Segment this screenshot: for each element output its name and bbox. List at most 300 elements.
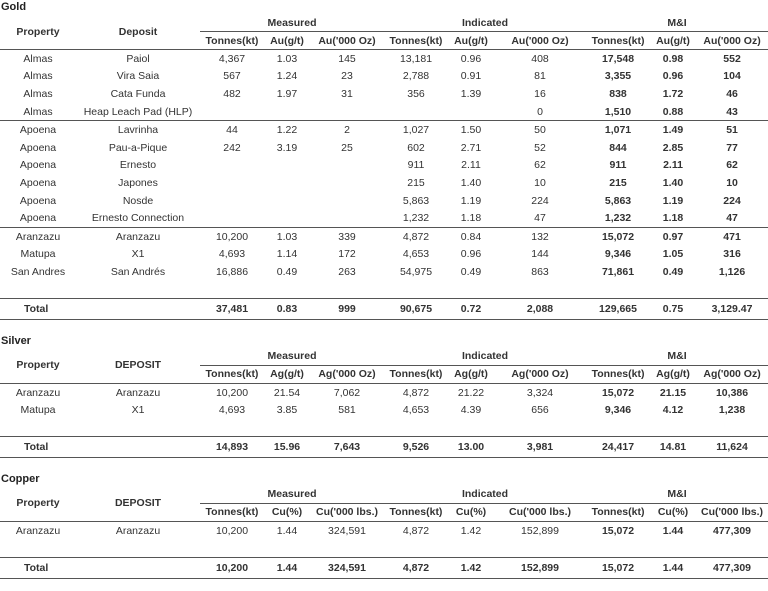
- table-row: [0, 227, 768, 245]
- column-header: Ag(g/t): [264, 365, 310, 383]
- value-cell: 145: [338, 52, 356, 65]
- property-cell: Apoena: [0, 209, 76, 227]
- total-value: [76, 557, 200, 578]
- column-header: Au('000 Oz): [696, 32, 768, 50]
- value-cell: 581: [338, 404, 356, 417]
- value-cell: 4.12: [662, 404, 684, 417]
- value-cell: 3.85: [276, 404, 298, 417]
- value-cell: 602: [407, 141, 425, 154]
- property-cell: Almas: [23, 52, 53, 65]
- total-value: 1.42: [448, 557, 494, 578]
- total-label: Total: [0, 298, 76, 319]
- value-cell: 408: [531, 52, 549, 65]
- deposit-cell: Nosde: [122, 194, 154, 207]
- value-cell: 0.97: [662, 230, 684, 243]
- deposit-cell: Heap Leach Pad (HLP): [76, 103, 200, 121]
- total-value: 324,591: [310, 557, 384, 578]
- value-cell: 1,071: [604, 124, 632, 137]
- value-cell: 4,872: [402, 230, 430, 243]
- value-cell: 1.14: [276, 248, 298, 261]
- table-row: [0, 401, 768, 419]
- total-value: 477,309: [696, 557, 768, 578]
- value-cell: 4,367: [218, 52, 246, 65]
- table-row: [0, 246, 768, 264]
- column-header: Tonnes(kt): [200, 32, 264, 50]
- empty-cell: [0, 540, 76, 558]
- deposit-cell: Japones: [118, 176, 158, 189]
- value-cell: 0.49: [276, 265, 298, 278]
- value-cell: [200, 209, 264, 227]
- value-cell: [200, 157, 264, 175]
- total-value: 4,872: [384, 557, 448, 578]
- value-cell: [264, 209, 310, 227]
- value-cell: 0.88: [650, 103, 696, 121]
- value-cell: 1.40: [460, 176, 482, 189]
- empty-cell: [0, 419, 76, 437]
- value-cell: 21.15: [659, 386, 687, 399]
- total-value: 0.75: [650, 298, 696, 319]
- property-cell: Aranzazu: [15, 386, 61, 399]
- empty-cell: [200, 419, 264, 437]
- value-cell: [310, 209, 384, 227]
- value-cell: 9,346: [604, 404, 632, 417]
- value-cell: 71,861: [601, 265, 635, 278]
- empty-cell: [586, 540, 650, 558]
- value-cell: 477,309: [713, 524, 752, 537]
- header-property: Property: [0, 348, 76, 384]
- value-cell: 50: [534, 124, 546, 137]
- value-cell: 2: [344, 124, 350, 137]
- header-deposit: DEPOSIT: [76, 486, 200, 522]
- value-cell: 552: [723, 52, 741, 65]
- value-cell: 1.19: [662, 194, 684, 207]
- value-cell: 15,072: [601, 386, 635, 399]
- value-cell: 1.18: [650, 209, 696, 227]
- deposit-cell: Ernesto Connection: [76, 209, 200, 227]
- empty-cell: [0, 281, 76, 299]
- total-label: Total: [0, 557, 76, 578]
- value-cell: 0.91: [460, 70, 482, 83]
- value-cell: 2,788: [402, 70, 430, 83]
- value-cell: [384, 103, 448, 121]
- value-cell: 656: [531, 404, 549, 417]
- value-cell: [264, 192, 310, 210]
- empty-cell: [264, 540, 310, 558]
- empty-cell: [650, 540, 696, 558]
- value-cell: 10,200: [215, 230, 249, 243]
- value-cell: 3.19: [276, 141, 298, 154]
- section-title-copper: Copper: [1, 472, 40, 485]
- column-header: Ag('000 Oz): [696, 365, 768, 383]
- deposit-cell: Ernesto: [119, 159, 157, 172]
- value-cell: 15,072: [601, 230, 635, 243]
- total-value: [76, 436, 200, 457]
- total-value: 152,899: [494, 557, 586, 578]
- total-value: 13.00: [448, 436, 494, 457]
- empty-cell: [696, 419, 768, 437]
- column-header: Au('000 Oz): [494, 32, 586, 50]
- empty-cell: [384, 540, 448, 558]
- deposit-cell: X1: [131, 248, 145, 261]
- value-cell: 10,200: [215, 386, 249, 399]
- value-cell: 47: [696, 209, 768, 227]
- value-cell: 863: [531, 265, 549, 278]
- value-cell: 0.96: [662, 70, 684, 83]
- header-deposit: Deposit: [76, 14, 200, 50]
- value-cell: 44: [226, 124, 238, 137]
- value-cell: [200, 174, 264, 192]
- value-cell: 215: [609, 176, 627, 189]
- total-label: Total: [0, 436, 76, 457]
- header-indicated: Indicated: [384, 14, 586, 32]
- empty-cell: [650, 281, 696, 299]
- value-cell: 838: [609, 87, 627, 100]
- value-cell: 13,181: [399, 52, 433, 65]
- total-value: 7,643: [310, 436, 384, 457]
- deposit-cell: Vira Saia: [116, 70, 160, 83]
- total-value: 1.44: [650, 557, 696, 578]
- property-cell: San Andres: [10, 265, 66, 278]
- header-measured: Measured: [200, 14, 384, 32]
- value-cell: 844: [609, 141, 627, 154]
- property-cell: Apoena: [19, 159, 57, 172]
- property-cell: Apoena: [19, 124, 57, 137]
- value-cell: 25: [341, 141, 353, 154]
- value-cell: [264, 157, 310, 175]
- property-cell: Aranzazu: [15, 524, 61, 537]
- value-cell: 215: [407, 176, 425, 189]
- value-cell: 77: [726, 141, 738, 154]
- empty-cell: [448, 419, 494, 437]
- value-cell: 2.11: [663, 159, 683, 172]
- value-cell: 2.11: [461, 159, 481, 172]
- value-cell: 471: [723, 230, 741, 243]
- value-cell: 0.96: [460, 52, 482, 65]
- deposit-cell: Pau-a-Pique: [108, 141, 168, 154]
- copper-table: [0, 486, 768, 579]
- value-cell: 316: [723, 248, 741, 261]
- value-cell: 17,548: [601, 52, 635, 65]
- deposit-cell: Aranzazu: [115, 230, 161, 243]
- column-header: Tonnes(kt): [384, 32, 448, 50]
- value-cell: 43: [696, 103, 768, 121]
- table-row: [0, 139, 768, 157]
- total-value: 11,624: [696, 436, 768, 457]
- value-cell: [310, 103, 384, 121]
- value-cell: 5,863: [402, 194, 430, 207]
- value-cell: 132: [531, 230, 549, 243]
- value-cell: 4.39: [460, 404, 482, 417]
- value-cell: 1.44: [662, 524, 684, 537]
- value-cell: 5,863: [604, 194, 632, 207]
- table-row: [0, 174, 768, 192]
- column-header: Tonnes(kt): [586, 503, 650, 521]
- value-cell: 10: [726, 176, 738, 189]
- value-cell: 62: [534, 159, 546, 172]
- value-cell: 911: [609, 159, 627, 172]
- value-cell: 1.22: [276, 124, 298, 137]
- table-row: [0, 103, 768, 121]
- value-cell: 4,653: [402, 404, 430, 417]
- value-cell: 1,126: [718, 265, 746, 278]
- value-cell: [310, 174, 384, 192]
- value-cell: 1.50: [460, 124, 482, 137]
- value-cell: 1.44: [276, 524, 298, 537]
- empty-cell: [264, 281, 310, 299]
- column-header: Cu('000 lbs.): [310, 503, 384, 521]
- column-header: Ag('000 Oz): [494, 365, 586, 383]
- column-header: Au(g/t): [650, 32, 696, 50]
- value-cell: 1,510: [586, 103, 650, 121]
- value-cell: 482: [223, 87, 241, 100]
- value-cell: 1.05: [662, 248, 684, 261]
- empty-cell: [494, 540, 586, 558]
- column-header: Tonnes(kt): [200, 365, 264, 383]
- property-cell: Matupa: [20, 248, 56, 261]
- table-row: [0, 521, 768, 539]
- value-cell: 1.72: [662, 87, 684, 100]
- total-row: [0, 298, 768, 319]
- column-header: Au(g/t): [448, 32, 494, 50]
- value-cell: 1.42: [460, 524, 482, 537]
- value-cell: 10,386: [715, 386, 749, 399]
- table-row: [0, 263, 768, 281]
- section-title-gold: Gold: [1, 1, 27, 13]
- value-cell: [448, 103, 494, 121]
- deposit-cell: San Andrés: [110, 265, 166, 278]
- total-value: 9,526: [384, 436, 448, 457]
- value-cell: 46: [726, 87, 738, 100]
- header-measured: Measured: [200, 486, 384, 504]
- value-cell: 4,653: [402, 248, 430, 261]
- property-cell: Apoena: [19, 176, 57, 189]
- value-cell: 52: [534, 141, 546, 154]
- column-header: Ag(g/t): [650, 365, 696, 383]
- total-value: 0.72: [448, 298, 494, 319]
- table-row: [0, 157, 768, 175]
- total-value: 0.83: [264, 298, 310, 319]
- value-cell: 0.96: [460, 248, 482, 261]
- total-value: 3,129.47: [696, 298, 768, 319]
- empty-cell: [200, 540, 264, 558]
- value-cell: 4,693: [218, 248, 246, 261]
- property-cell: Almas: [23, 70, 53, 83]
- column-header: Tonnes(kt): [586, 365, 650, 383]
- value-cell: 1.24: [276, 70, 298, 83]
- total-value: 37,481: [200, 298, 264, 319]
- value-cell: 62: [726, 159, 738, 172]
- total-value: 2,088: [494, 298, 586, 319]
- value-cell: 3,355: [604, 70, 632, 83]
- value-cell: 9,346: [604, 248, 632, 261]
- total-value: 15.96: [264, 436, 310, 457]
- value-cell: 1.03: [276, 230, 298, 243]
- empty-cell: [310, 540, 384, 558]
- gold-table: [0, 14, 768, 320]
- table-row: [0, 192, 768, 210]
- header-m-and-i: M&I: [586, 348, 768, 366]
- deposit-cell: Paiol: [126, 52, 150, 65]
- value-cell: 104: [723, 70, 741, 83]
- value-cell: 152,899: [521, 524, 559, 537]
- total-value: 1.44: [264, 557, 310, 578]
- column-header: Tonnes(kt): [384, 365, 448, 383]
- value-cell: 172: [338, 248, 356, 261]
- spacer-row: [0, 419, 768, 437]
- empty-cell: [696, 540, 768, 558]
- property-cell: Apoena: [19, 194, 57, 207]
- empty-cell: [586, 281, 650, 299]
- value-cell: 1.03: [276, 52, 298, 65]
- value-cell: 0: [494, 103, 586, 121]
- value-cell: 242: [223, 141, 241, 154]
- value-cell: 1.49: [662, 124, 684, 137]
- empty-cell: [310, 281, 384, 299]
- value-cell: [264, 103, 310, 121]
- value-cell: 1.40: [662, 176, 684, 189]
- total-value: 14,893: [200, 436, 264, 457]
- value-cell: [264, 174, 310, 192]
- value-cell: 1,238: [718, 404, 746, 417]
- deposit-cell: Aranzazu: [115, 386, 161, 399]
- value-cell: [200, 103, 264, 121]
- value-cell: 356: [407, 87, 425, 100]
- table-row: [0, 50, 768, 68]
- table-row: [0, 121, 768, 139]
- column-header: Ag('000 Oz): [310, 365, 384, 383]
- value-cell: 15,072: [601, 524, 635, 537]
- empty-cell: [384, 281, 448, 299]
- total-value: 10,200: [200, 557, 264, 578]
- value-cell: 21.22: [457, 386, 485, 399]
- empty-cell: [76, 540, 200, 558]
- empty-cell: [448, 281, 494, 299]
- column-header: Tonnes(kt): [586, 32, 650, 50]
- header-measured: Measured: [200, 348, 384, 366]
- value-cell: 54,975: [399, 265, 433, 278]
- deposit-cell: Lavrinha: [117, 124, 159, 137]
- value-cell: 1,232: [586, 209, 650, 227]
- value-cell: 567: [223, 70, 241, 83]
- value-cell: 0.49: [460, 265, 482, 278]
- column-header: Au('000 Oz): [310, 32, 384, 50]
- column-header: Tonnes(kt): [384, 503, 448, 521]
- empty-cell: [494, 281, 586, 299]
- spacer-row: [0, 281, 768, 299]
- column-header: Cu('000 lbs.): [494, 503, 586, 521]
- column-header: Ag(g/t): [448, 365, 494, 383]
- column-header: Au(g/t): [264, 32, 310, 50]
- value-cell: 224: [531, 194, 549, 207]
- empty-cell: [76, 419, 200, 437]
- value-cell: 23: [341, 70, 353, 83]
- empty-cell: [200, 281, 264, 299]
- header-m-and-i: M&I: [586, 486, 768, 504]
- value-cell: 1,027: [402, 124, 430, 137]
- empty-cell: [76, 281, 200, 299]
- property-cell: Aranzazu: [15, 230, 61, 243]
- column-header: Tonnes(kt): [200, 503, 264, 521]
- empty-cell: [586, 419, 650, 437]
- column-header: Cu(%): [264, 503, 310, 521]
- value-cell: 339: [338, 230, 356, 243]
- table-row: [0, 383, 768, 401]
- empty-cell: [696, 281, 768, 299]
- empty-cell: [650, 419, 696, 437]
- total-value: 999: [310, 298, 384, 319]
- column-header: Cu(%): [448, 503, 494, 521]
- value-cell: 2.71: [460, 141, 482, 154]
- value-cell: 224: [723, 194, 741, 207]
- column-header: Cu('000 lbs.): [696, 503, 768, 521]
- total-value: 129,665: [586, 298, 650, 319]
- value-cell: 4,872: [402, 524, 430, 537]
- empty-cell: [384, 419, 448, 437]
- value-cell: 16: [534, 87, 546, 100]
- value-cell: 4,872: [402, 386, 430, 399]
- header-indicated: Indicated: [384, 486, 586, 504]
- value-cell: 4,693: [218, 404, 246, 417]
- deposit-cell: Cata Funda: [110, 87, 166, 100]
- value-cell: 0.84: [460, 230, 482, 243]
- value-cell: 1.18: [448, 209, 494, 227]
- value-cell: 1.39: [460, 87, 482, 100]
- property-cell: Apoena: [19, 141, 57, 154]
- value-cell: 16,886: [215, 265, 249, 278]
- section-title-silver: Silver: [1, 334, 31, 347]
- value-cell: 1.97: [276, 87, 298, 100]
- value-cell: 81: [534, 70, 546, 83]
- total-row: [0, 557, 768, 578]
- value-cell: 10,200: [215, 524, 249, 537]
- value-cell: 47: [494, 209, 586, 227]
- value-cell: [310, 157, 384, 175]
- deposit-cell: Aranzazu: [115, 524, 161, 537]
- table-row: [0, 85, 768, 103]
- value-cell: 3,324: [526, 386, 554, 399]
- property-cell: Almas: [0, 103, 76, 121]
- empty-cell: [494, 419, 586, 437]
- total-row: [0, 436, 768, 457]
- value-cell: [310, 192, 384, 210]
- value-cell: 144: [531, 248, 549, 261]
- property-cell: Almas: [23, 87, 53, 100]
- total-value: 3,981: [494, 436, 586, 457]
- total-value: 90,675: [384, 298, 448, 319]
- silver-table: [0, 348, 768, 458]
- property-cell: Matupa: [20, 404, 56, 417]
- total-value: 24,417: [586, 436, 650, 457]
- value-cell: 1.19: [460, 194, 482, 207]
- header-deposit: DEPOSIT: [76, 348, 200, 384]
- total-value: [76, 298, 200, 319]
- total-value: 15,072: [586, 557, 650, 578]
- value-cell: 31: [341, 87, 353, 100]
- table-row: [0, 68, 768, 86]
- total-value: 14.81: [650, 436, 696, 457]
- value-cell: 21.54: [273, 386, 301, 399]
- header-m-and-i: M&I: [586, 14, 768, 32]
- value-cell: 263: [338, 265, 356, 278]
- value-cell: 1,232: [384, 209, 448, 227]
- value-cell: 911: [407, 159, 425, 172]
- header-property: Property: [0, 486, 76, 522]
- value-cell: [200, 192, 264, 210]
- column-header: Cu(%): [650, 503, 696, 521]
- header-property: Property: [0, 14, 76, 50]
- deposit-cell: X1: [131, 404, 145, 417]
- value-cell: 7,062: [333, 386, 361, 399]
